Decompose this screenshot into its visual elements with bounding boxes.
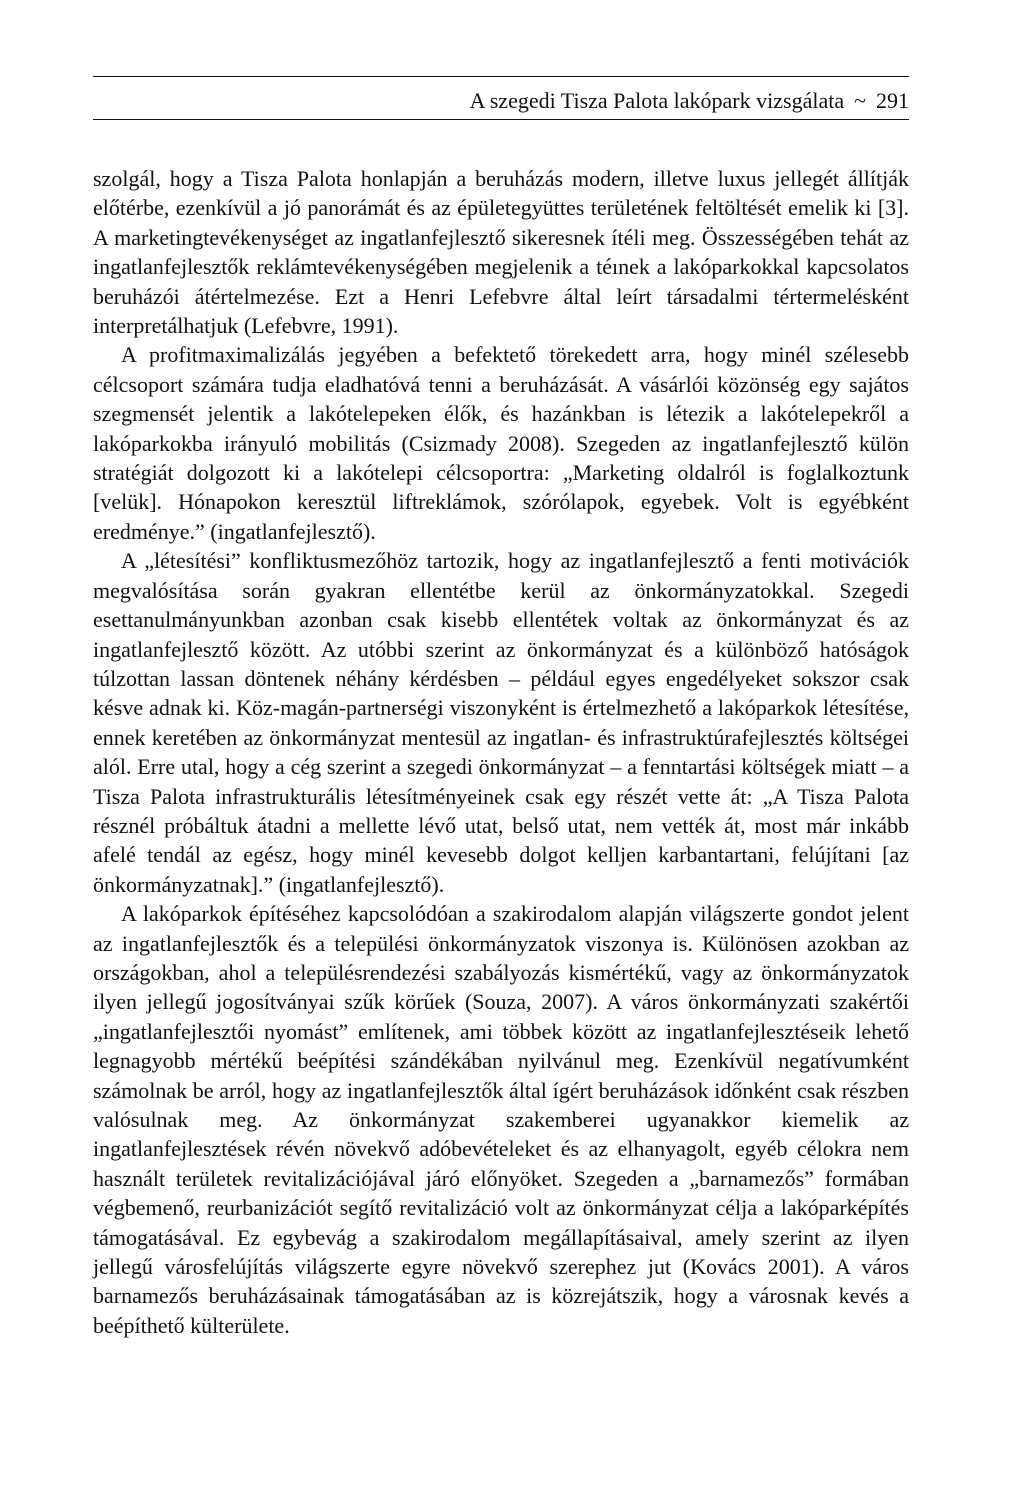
running-header (93, 77, 909, 119)
page (93, 76, 909, 1340)
body-text (93, 164, 909, 1340)
paragraph-2: A profitmaximalizálás jegyében a befektető törekedett arra, hogy minél szélesebb célcsoport számára tudja eladhatóvá tenni a beruházását. A vásárlói közönség egy sajátos szegmensét jelentik a lakótelepeken élők, és hazánkban is létezik a lakótelepekről a lakóparkokba irányuló mobilitás (Csizmady 2008). Szegeden az ingatlanfejlesztő külön stratégiát dolgozott ki a lakótelepi célcsoportra: „Marketing oldalról is foglalkoztunk [velük]. Hónapokon keresztül liftreklámok, szórólapok, egyebek. Volt is egyébként eredménye.” (ingatlanfejlesztő). (93, 342, 909, 544)
paragraph-4: A lakóparkok építéséhez kapcsolódóan a szakirodalom alapján világszerte gondot jelent az ingatlanfejlesztők és a települési önkormányzatok viszonya is. Különösen azokban az országokban, ahol a településrendezési szabályozás kismértékű, vagy az önkormányzatok ilyen jellegű jogosítványai szűk körűek (Souza, 2007). A város önkormányzati szakértői „ingatlanfejlesztői nyomást” említenek, ami többek között az ingatlanfejlesztéseik lehető legnagyobb mértékű beépítési szándékában nyilvánul meg. Ezenkívül negatívumként számolnak be arról, hogy az ingatlanfejlesztők által ígért beruházások időnként csak részben valósulnak meg. Az önkormányzat szakemberei ugyanakkor kiemelik az ingatlanfejlesztések révén növekvő adóbevételeket és az elhanyagolt, egyéb célokra nem használt területek revitalizációjával járó előnyöket. Szegeden a „barnamezős” formában végbemenő, reurbanizációt segítő revitalizáció volt az önkormányzat célja a lakóparképítés támogatásával. Ez egybevág a szakirodalom megállapításaival, amely szerint az ilyen jellegű városfelújítás világszerte egyre növekvő szerephez jut (Kovács 2001). A város barnamezős beruházásainak támogatásában az is közrejátszik, hogy a városnak kevés a beépíthető külterülete. (93, 901, 909, 1338)
paragraph-1: szolgál, hogy a Tisza Palota honlapján a beruházás modern, illetve luxus jellegét állítják előtérbe, ezenkívül a jó panorámát és az épületegyüttes területének feltöltését emelik ki [3]. A marketingtevékenységet az ingatlanfejlesztő sikeresnek ítéli meg. Összességében tehát az ingatlanfejlesztők reklámtevékenységében megjelenik a téınek a lakóparkokkal kapcsolatos beruházói átértelmezése. Ezt a Henri Lefebvre által leírt társadalmi tértermelésként interpretálhatjuk (Lefebvre, 1991). (93, 166, 909, 339)
running-title: A szegedi Tisza Palota lakópark vizsgálata (469, 88, 845, 113)
header-bottom-rule (93, 119, 909, 120)
page-number: 291 (876, 88, 909, 113)
paragraph-3: A „létesítési” konfliktusmezőhöz tartozik, hogy az ingatlanfejlesztő a fenti motivációk megvalósítása során gyakran ellentétbe kerül az önkormányzatokkal. Szegedi esettanulmányunkban azonban csak kisebb ellentétek voltak az önkormányzat és az ingatlanfejlesztő között. Az utóbbi szerint az önkormányzat és a különböző hatóságok túlzottan lassan döntenek néhány kérdésben – például egyes engedélyeket sokszor csak késve adnak ki. Köz-magán-partnerségi viszonyként is értelmezhető a lakóparkok létesítése, ennek keretében az önkormányzat mentesül az ingatlan- és infrastruktúrafejlesztés költségei alól. Erre utal, hogy a cég szerint a szegedi önkormányzat – a fenntartási költségek miatt – a Tisza Palota infrastrukturális létesítményeinek csak egy részét vette át: „A Tisza Palota résznél próbáltuk átadni a mellette lévő utat, belső utat, nem vették át, most már inkább afelé tendál az egész, hogy minél kevesebb dolgot kelljen karbantartani, felújítani [az önkormányzatnak].” (ingatlanfejlesztő). (93, 548, 909, 897)
header-separator: ~ (854, 88, 866, 113)
